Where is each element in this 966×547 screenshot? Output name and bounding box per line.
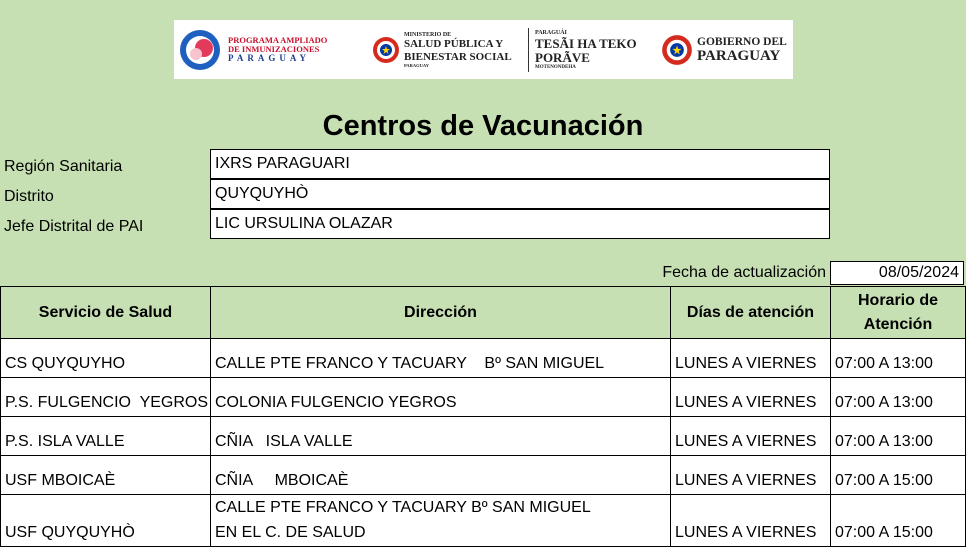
tesai-line2: TESÃI HA TEKO bbox=[535, 35, 637, 51]
jefe-label: Jefe Distrital de PAI bbox=[4, 218, 144, 235]
cell-horario: 07:00 A 15:00 bbox=[831, 495, 966, 547]
cell-horario: 07:00 A 13:00 bbox=[831, 417, 966, 456]
cell-dias: LUNES A VIERNES bbox=[671, 495, 831, 547]
direccion-line1: CALLE PTE FRANCO Y TACUARY Bº SAN MIGUEL bbox=[215, 499, 591, 516]
pai-logo bbox=[178, 20, 368, 79]
national-seal-icon bbox=[372, 36, 400, 64]
cell-direccion: COLONIA FULGENCIO YEGROS bbox=[211, 378, 671, 417]
table-row bbox=[1, 456, 966, 495]
cell-horario: 07:00 A 13:00 bbox=[831, 378, 966, 417]
pai-line2: DE INMUNIZACIONES bbox=[228, 44, 320, 54]
distrito-label: Distrito bbox=[4, 188, 54, 205]
table-row bbox=[1, 495, 966, 547]
cell-dias: LUNES A VIERNES bbox=[671, 339, 831, 378]
pai-line3: PARAGUAY bbox=[228, 53, 311, 63]
cell-direccion: CALLE PTE FRANCO Y TACUARY Bº SAN MIGUEL bbox=[211, 339, 671, 378]
cell-direccion bbox=[211, 495, 671, 547]
cell-direccion: CÑIA MBOICAÈ bbox=[211, 456, 671, 495]
gobierno-logo bbox=[661, 20, 787, 79]
cell-servicio: USF QUYQUYHÒ bbox=[1, 495, 211, 547]
fecha-value: 08/05/2024 bbox=[830, 261, 964, 285]
direccion-line2: EN EL C. DE SALUD bbox=[215, 524, 366, 541]
msp-line2: SALUD PÚBLICA Y bbox=[404, 37, 504, 50]
fecha-label: Fecha de actualización bbox=[662, 264, 826, 281]
logo-divider bbox=[528, 28, 529, 72]
cell-servicio: P.S. FULGENCIO YEGROS bbox=[1, 378, 211, 417]
cell-servicio: P.S. ISLA VALLE bbox=[1, 417, 211, 456]
government-seal-icon bbox=[661, 34, 693, 66]
cell-dias: LUNES A VIERNES bbox=[671, 456, 831, 495]
table-row bbox=[1, 339, 966, 378]
msp-line4: PARAGUAY bbox=[404, 62, 430, 68]
cell-direccion: CÑIA ISLA VALLE bbox=[211, 417, 671, 456]
region-label: Región Sanitaria bbox=[4, 158, 123, 175]
msp-line3: BIENESTAR SOCIAL bbox=[404, 50, 512, 63]
pai-mother-child-icon bbox=[178, 28, 222, 72]
tesai-line1: PARAGUÁI bbox=[535, 29, 567, 36]
tesai-logo bbox=[535, 20, 651, 79]
cell-dias: LUNES A VIERNES bbox=[671, 378, 831, 417]
msp-line1: MINISTERIO DE bbox=[404, 31, 452, 38]
header-direccion: Dirección bbox=[211, 287, 671, 339]
gobierno-line2: PARAGUAY bbox=[697, 47, 781, 64]
cell-servicio: CS QUYQUYHO bbox=[1, 339, 211, 378]
msp-logo bbox=[372, 20, 522, 79]
header-logo-banner bbox=[174, 20, 793, 79]
cell-servicio: USF MBOICAÈ bbox=[1, 456, 211, 495]
page-title: Centros de Vacunación bbox=[322, 110, 644, 142]
tesai-line3: PORÃVE bbox=[535, 49, 590, 65]
pai-line1: PROGRAMA AMPLIADO bbox=[228, 35, 328, 45]
cell-horario: 07:00 A 15:00 bbox=[831, 456, 966, 495]
region-value: IXRS PARAGUARI bbox=[210, 149, 830, 179]
table-row bbox=[1, 417, 966, 456]
header-horario: Horario de Atención bbox=[831, 287, 966, 339]
table-row bbox=[1, 378, 966, 417]
tesai-line4: MOTENONDEHA bbox=[535, 64, 576, 70]
jefe-value: LIC URSULINA OLAZAR bbox=[210, 209, 830, 239]
vaccination-centers-table bbox=[0, 286, 966, 547]
distrito-value: QUYQUYHÒ bbox=[210, 179, 830, 209]
table-header-row bbox=[1, 287, 966, 339]
header-servicio: Servicio de Salud bbox=[1, 287, 211, 339]
cell-horario: 07:00 A 13:00 bbox=[831, 339, 966, 378]
cell-dias: LUNES A VIERNES bbox=[671, 417, 831, 456]
gobierno-line1: GOBIERNO DEL bbox=[697, 35, 787, 48]
header-dias: Días de atención bbox=[671, 287, 831, 339]
